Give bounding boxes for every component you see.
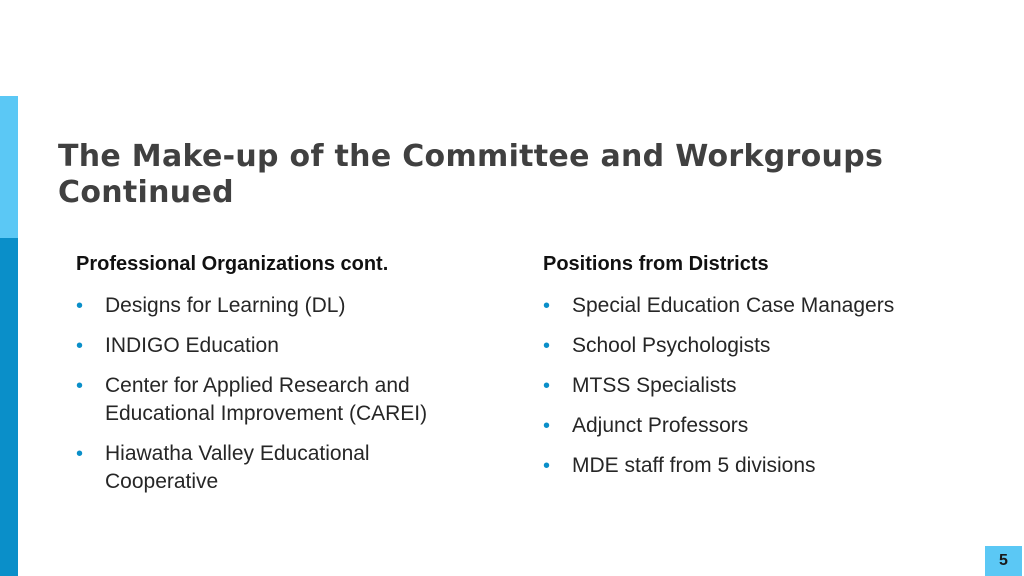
list-item-text: Designs for Learning (DL): [105, 294, 346, 317]
accent-bar-light: [0, 96, 18, 238]
list-item: [543, 452, 963, 480]
right-column-heading: Positions from Districts: [543, 253, 769, 275]
bullet-icon: •: [76, 295, 84, 317]
list-item: [76, 292, 476, 320]
bullet-icon: •: [543, 335, 551, 357]
bullet-icon: •: [76, 335, 84, 357]
list-item-text: Center for Applied Research and Educational Improvement (CAREI): [105, 374, 428, 425]
list-item: [76, 332, 476, 360]
right-column-list: [543, 292, 963, 480]
list-item-text: INDIGO Education: [105, 334, 279, 357]
slide-title: The Make-up of the Committee and Workgroups Continued: [58, 139, 884, 210]
bullet-icon: •: [76, 375, 84, 397]
list-item-text: Special Education Case Managers: [572, 294, 895, 317]
bullet-icon: •: [543, 455, 551, 477]
list-item-text: Hiawatha Valley Educational Cooperative: [105, 442, 370, 493]
right-column: [543, 250, 963, 492]
left-column-heading: Professional Organizations cont.: [76, 253, 389, 275]
list-item-text: MTSS Specialists: [572, 374, 737, 397]
list-item: [543, 332, 963, 360]
bullet-icon: •: [543, 295, 551, 317]
list-item: [76, 440, 476, 496]
left-column-list: [76, 292, 476, 496]
list-item-text: Adjunct Professors: [572, 414, 749, 437]
accent-bar-dark: [0, 238, 18, 576]
list-item-text: MDE staff from 5 divisions: [572, 454, 816, 477]
list-item: [76, 372, 476, 428]
bullet-icon: •: [543, 415, 551, 437]
list-item: [543, 372, 963, 400]
bullet-icon: •: [76, 443, 84, 465]
bullet-icon: •: [543, 375, 551, 397]
list-item: [543, 292, 963, 320]
list-item-text: School Psychologists: [572, 334, 771, 357]
page-number: 5: [985, 546, 1022, 576]
list-item: [543, 412, 963, 440]
left-column: [76, 250, 476, 508]
